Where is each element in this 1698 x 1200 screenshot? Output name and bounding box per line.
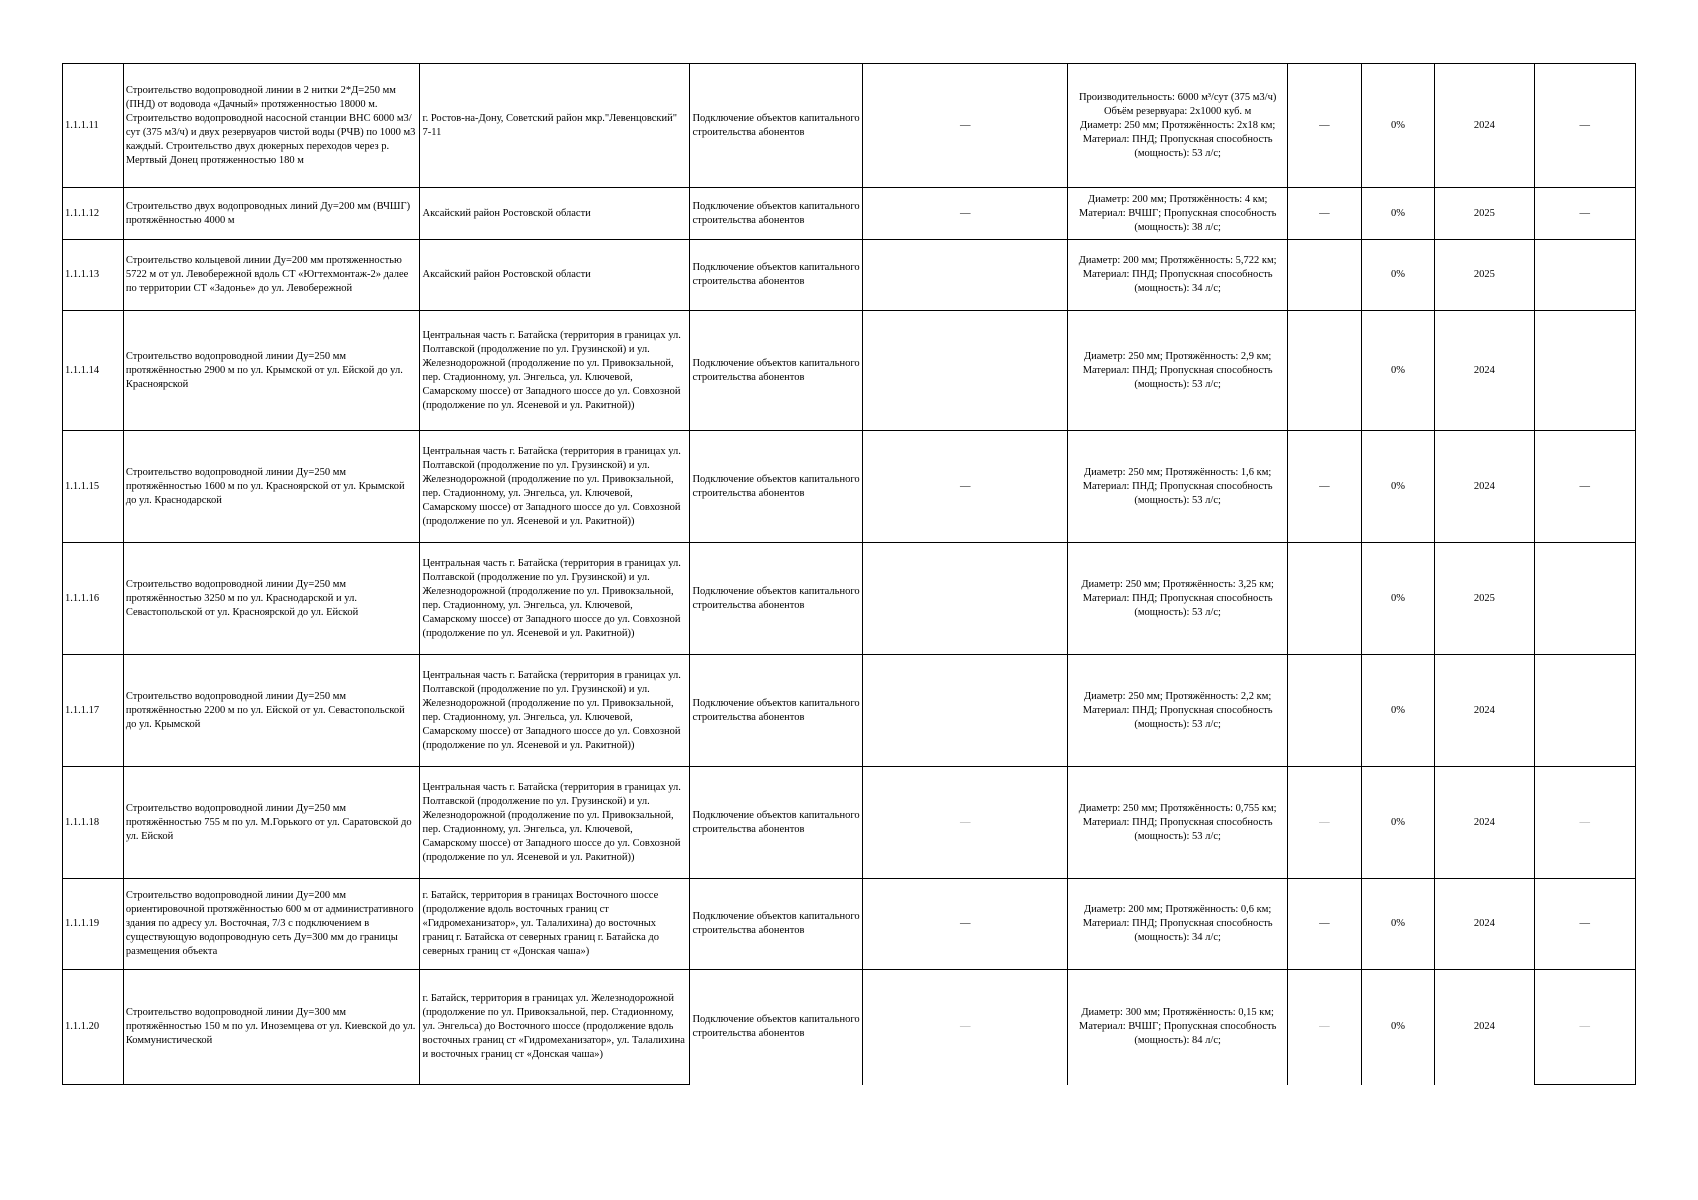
column-7-value: —: [1288, 970, 1362, 1085]
completion-year: 2024: [1435, 767, 1534, 879]
object-location: Центральная часть г. Батайска (территория в границах ул. Полтавской (продолжение по ул. Грузинской) и ул. Железнодорожной (продолжение по ул. Привокзальной, пер. Стадионному, ул. Энгельса, ул. Ключевой, Самарскому шоссе) от Западного шоссе до ул. Совхозной (продолжение по ул. Ясеневой и ул. Ракитной)): [420, 311, 690, 431]
object-purpose: Подключение объектов капитального строительства абонентов: [690, 240, 863, 311]
column-10-value: [1534, 240, 1635, 311]
row-number: 1.1.1.11: [63, 64, 124, 188]
row-number: 1.1.1.15: [63, 431, 124, 543]
object-purpose: Подключение объектов капитального строительства абонентов: [690, 655, 863, 767]
object-location: г. Батайск, территория в границах ул. Железнодорожной (продолжение по ул. Привокзальной, пер. Стадионному, ул. Энгельса) до Восточного шоссе (продолжение вдоль восточных границ ст «Гидромеханизатор», ул. Талалихина и восточных границ ст «Донская чаша»): [420, 970, 690, 1085]
completion-year: 2024: [1435, 970, 1534, 1085]
object-description: Строительство водопроводной линии Ду=200 мм ориентировочной протяжённостью 600 м от административного здания по адресу ул. Восточная, 7/3 с подключением в существующую водопроводную сеть Ду=300 мм до границы размещения объекта: [123, 879, 420, 970]
technical-characteristics: Диаметр: 250 мм; Протяжённость: 3,25 км; Материал: ПНД; Пропускная способность (мощность): 53 л/с;: [1068, 543, 1288, 655]
completion-year: 2024: [1435, 64, 1534, 188]
column-5-value: —: [863, 767, 1068, 879]
completion-year: 2024: [1435, 431, 1534, 543]
column-7-value: [1288, 240, 1362, 311]
completion-percent: 0%: [1361, 311, 1435, 431]
column-10-value: [1534, 311, 1635, 431]
column-5-value: —: [863, 970, 1068, 1085]
row-number: 1.1.1.16: [63, 543, 124, 655]
object-location: Центральная часть г. Батайска (территория в границах ул. Полтавской (продолжение по ул. Грузинской) и ул. Железнодорожной (продолжение по ул. Привокзальной, пер. Стадионному, ул. Энгельса, ул. Ключевой, Самарскому шоссе) от Западного шоссе до ул. Совхозной (продолжение по ул. Ясеневой и ул. Ракитной)): [420, 767, 690, 879]
completion-percent: 0%: [1361, 767, 1435, 879]
table-row: [63, 240, 1636, 311]
table-row: [63, 970, 1636, 1085]
row-number: 1.1.1.19: [63, 879, 124, 970]
column-10-value: —: [1534, 64, 1635, 188]
object-purpose: Подключение объектов капитального строительства абонентов: [690, 767, 863, 879]
column-5-value: —: [863, 431, 1068, 543]
register-body: [63, 64, 1636, 1085]
row-number: 1.1.1.12: [63, 188, 124, 240]
table-row: [63, 655, 1636, 767]
object-purpose: Подключение объектов капитального строительства абонентов: [690, 543, 863, 655]
column-7-value: [1288, 543, 1362, 655]
object-purpose: Подключение объектов капитального строительства абонентов: [690, 188, 863, 240]
object-purpose: Подключение объектов капитального строительства абонентов: [690, 64, 863, 188]
object-purpose: Подключение объектов капитального строительства абонентов: [690, 431, 863, 543]
row-number: 1.1.1.18: [63, 767, 124, 879]
completion-year: 2024: [1435, 311, 1534, 431]
object-description: Строительство кольцевой линии Ду=200 мм протяженностью 5722 м от ул. Левобережной вдоль СТ «Югтехмонтаж-2» далее по территории СТ «Задонье» до ул. Левобережной: [123, 240, 420, 311]
table-row: [63, 543, 1636, 655]
object-location: Центральная часть г. Батайска (территория в границах ул. Полтавской (продолжение по ул. Грузинской) и ул. Железнодорожной (продолжение по ул. Привокзальной, пер. Стадионному, ул. Энгельса, ул. Ключевой, Самарскому шоссе) от Западного шоссе до ул. Совхозной (продолжение по ул. Ясеневой и ул. Ракитной)): [420, 431, 690, 543]
completion-year: 2024: [1435, 879, 1534, 970]
completion-percent: 0%: [1361, 879, 1435, 970]
column-7-value: —: [1288, 64, 1362, 188]
technical-characteristics: Диаметр: 200 мм; Протяжённость: 0,6 км; Материал: ПНД; Пропускная способность (мощность): 34 л/с;: [1068, 879, 1288, 970]
column-7-value: —: [1288, 431, 1362, 543]
object-purpose: Подключение объектов капитального строительства абонентов: [690, 311, 863, 431]
column-5-value: [863, 240, 1068, 311]
column-7-value: —: [1288, 879, 1362, 970]
technical-characteristics: Диаметр: 250 мм; Протяжённость: 0,755 км; Материал: ПНД; Пропускная способность (мощность): 53 л/с;: [1068, 767, 1288, 879]
completion-percent: 0%: [1361, 188, 1435, 240]
column-10-value: —: [1534, 188, 1635, 240]
column-10-value: —: [1534, 431, 1635, 543]
technical-characteristics: Диаметр: 200 мм; Протяжённость: 5,722 км; Материал: ПНД; Пропускная способность (мощность): 34 л/с;: [1068, 240, 1288, 311]
object-location: Аксайский район Ростовской области: [420, 188, 690, 240]
column-7-value: —: [1288, 767, 1362, 879]
object-location: г. Ростов-на-Дону, Советский район мкр."Левенцовский" 7-11: [420, 64, 690, 188]
object-location: Центральная часть г. Батайска (территория в границах ул. Полтавской (продолжение по ул. Грузинской) и ул. Железнодорожной (продолжение по ул. Привокзальной, пер. Стадионному, ул. Энгельса, ул. Ключевой, Самарскому шоссе) от Западного шоссе до ул. Совхозной (продолжение по ул. Ясеневой и ул. Ракитной)): [420, 543, 690, 655]
completion-percent: 0%: [1361, 240, 1435, 311]
completion-year: 2025: [1435, 188, 1534, 240]
table-row: [63, 767, 1636, 879]
table-row: [63, 188, 1636, 240]
column-5-value: —: [863, 64, 1068, 188]
column-7-value: [1288, 311, 1362, 431]
technical-characteristics: Диаметр: 250 мм; Протяжённость: 2,2 км; Материал: ПНД; Пропускная способность (мощность): 53 л/с;: [1068, 655, 1288, 767]
object-location: Центральная часть г. Батайска (территория в границах ул. Полтавской (продолжение по ул. Грузинской) и ул. Железнодорожной (продолжение по ул. Привокзальной, пер. Стадионному, ул. Энгельса, ул. Ключевой, Самарскому шоссе) от Западного шоссе до ул. Совхозной (продолжение по ул. Ясеневой и ул. Ракитной)): [420, 655, 690, 767]
completion-percent: 0%: [1361, 970, 1435, 1085]
object-purpose: Подключение объектов капитального строительства абонентов: [690, 879, 863, 970]
column-10-value: [1534, 543, 1635, 655]
completion-percent: 0%: [1361, 64, 1435, 188]
column-7-value: —: [1288, 188, 1362, 240]
column-5-value: —: [863, 879, 1068, 970]
object-description: Строительство водопроводной линии в 2 нитки 2*Д=250 мм (ПНД) от водовода «Дачный» протяженностью 18000 м. Строительство водопроводной насосной станции ВНС 6000 м3/сут (375 м3/ч) и двух резервуаров чистой воды (РЧВ) по 1000 м3 каждый. Строительство двух дюкерных переходов через р. Мертвый Донец протяженностью 180 м: [123, 64, 420, 188]
object-location: Аксайский район Ростовской области: [420, 240, 690, 311]
object-description: Строительство водопроводной линии Ду=250 мм протяжённостью 1600 м по ул. Красноярской от ул. Крымской до ул. Краснодарской: [123, 431, 420, 543]
object-purpose: Подключение объектов капитального строительства абонентов: [690, 970, 863, 1085]
column-7-value: [1288, 655, 1362, 767]
completion-percent: 0%: [1361, 431, 1435, 543]
technical-characteristics: Производительность: 6000 м³/сут (375 м3/ч) Объём резервуара: 2х1000 куб. м Диаметр: 250 мм; Протяжённость: 2х18 км; Материал: ПНД; Пропускная способность (мощность): 53 л/с;: [1068, 64, 1288, 188]
row-number: 1.1.1.13: [63, 240, 124, 311]
object-description: Строительство двух водопроводных линий Ду=200 мм (ВЧШГ) протяжённостью 4000 м: [123, 188, 420, 240]
object-description: Строительство водопроводной линии Ду=300 мм протяжённостью 150 м по ул. Иноземцева от ул. Киевской до ул. Коммунистической: [123, 970, 420, 1085]
column-5-value: [863, 311, 1068, 431]
technical-characteristics: Диаметр: 250 мм; Протяжённость: 2,9 км; Материал: ПНД; Пропускная способность (мощность): 53 л/с;: [1068, 311, 1288, 431]
technical-characteristics: Диаметр: 250 мм; Протяжённость: 1,6 км; Материал: ПНД; Пропускная способность (мощность): 53 л/с;: [1068, 431, 1288, 543]
column-5-value: —: [863, 188, 1068, 240]
column-10-value: —: [1534, 970, 1635, 1085]
object-location: г. Батайск, территория в границах Восточного шоссе (продолжение вдоль восточных границ ст «Гидромеханизатор», ул. Талалихина) до восточных границ г. Батайска от северных границ г. Батайска до северных границ ст «Донская чаша»): [420, 879, 690, 970]
table-row: [63, 879, 1636, 970]
row-number: 1.1.1.14: [63, 311, 124, 431]
row-number: 1.1.1.17: [63, 655, 124, 767]
technical-characteristics: Диаметр: 300 мм; Протяжённость: 0,15 км; Материал: ВЧШГ; Пропускная способность (мощность): 84 л/с;: [1068, 970, 1288, 1085]
completion-percent: 0%: [1361, 543, 1435, 655]
completion-year: 2024: [1435, 655, 1534, 767]
technical-characteristics: Диаметр: 200 мм; Протяжённость: 4 км; Материал: ВЧШГ; Пропускная способность (мощность): 38 л/с;: [1068, 188, 1288, 240]
completion-year: 2025: [1435, 543, 1534, 655]
register-table: [62, 63, 1636, 1085]
object-description: Строительство водопроводной линии Ду=250 мм протяжённостью 2900 м по ул. Крымской от ул. Ейской до ул. Красноярской: [123, 311, 420, 431]
object-description: Строительство водопроводной линии Ду=250 мм протяжённостью 3250 м по ул. Краснодарской и ул. Севастопольской от ул. Красноярской до ул. Ейской: [123, 543, 420, 655]
table-row: [63, 311, 1636, 431]
column-10-value: —: [1534, 879, 1635, 970]
column-5-value: [863, 655, 1068, 767]
table-row: [63, 431, 1636, 543]
object-description: Строительство водопроводной линии Ду=250 мм протяжённостью 755 м по ул. М.Горького от ул. Саратовской до ул. Ейской: [123, 767, 420, 879]
completion-year: 2025: [1435, 240, 1534, 311]
column-10-value: —: [1534, 767, 1635, 879]
object-description: Строительство водопроводной линии Ду=250 мм протяжённостью 2200 м по ул. Ейской от ул. Севастопольской до ул. Крымской: [123, 655, 420, 767]
table-row: [63, 64, 1636, 188]
completion-percent: 0%: [1361, 655, 1435, 767]
row-number: 1.1.1.20: [63, 970, 124, 1085]
column-10-value: [1534, 655, 1635, 767]
column-5-value: [863, 543, 1068, 655]
